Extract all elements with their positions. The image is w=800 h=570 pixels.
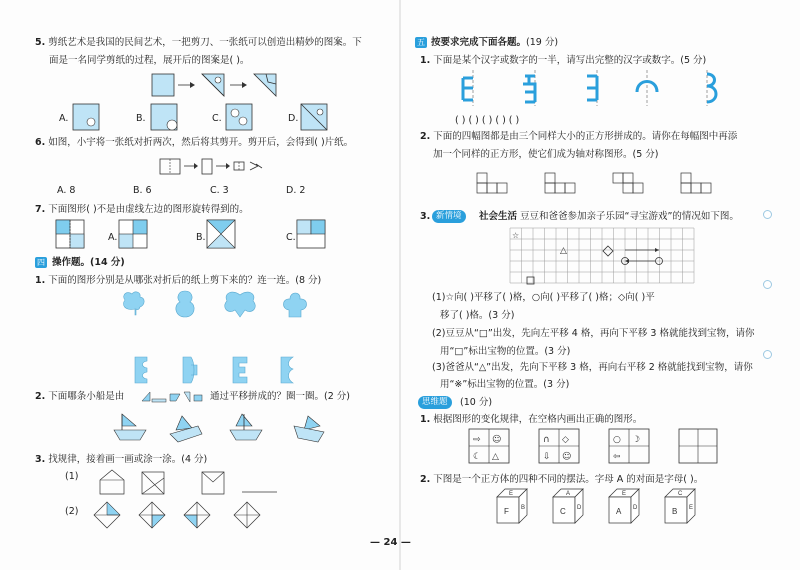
s4-q2-text-part1: 2. 下面哪条小船是由 bbox=[35, 391, 125, 402]
q6-option-c[interactable]: C. 3 bbox=[210, 185, 229, 196]
svg-text:○: ○ bbox=[613, 435, 621, 445]
section-5-title: 按要求完成下面各题。(19 分) bbox=[431, 37, 559, 48]
svg-text:△: △ bbox=[492, 452, 499, 462]
bonus-q1-text: 1. 根据图形的变化规律，在空格内画出正确的图形。 bbox=[420, 414, 643, 425]
page-gutter bbox=[399, 0, 401, 570]
q7-text: 7. 下面图形( )不是由虚线左边的图形旋转得到的。 bbox=[35, 204, 249, 215]
s4-q1-cut-shapes bbox=[115, 289, 345, 321]
q7-option-b-figure[interactable] bbox=[206, 219, 241, 249]
bonus-section-tag: 思维题 bbox=[418, 396, 452, 409]
boat-option-2 bbox=[170, 416, 202, 442]
q6-option-b[interactable]: B. 6 bbox=[133, 185, 152, 196]
q5-option-c-label[interactable]: C. bbox=[212, 113, 222, 124]
svg-text:E: E bbox=[689, 505, 694, 511]
svg-text:F: F bbox=[504, 507, 509, 516]
s4-q3-row1-label: (1) bbox=[65, 471, 79, 482]
bonus-q2-cubes[interactable] bbox=[495, 487, 710, 527]
s5-q3-num: 3. bbox=[420, 211, 431, 222]
s5-q3-text: 社会生活 豆豆和爸爸参加亲子乐园“寻宝游戏”的情况如下图。 bbox=[479, 211, 739, 222]
q6-option-d[interactable]: D. 2 bbox=[286, 185, 306, 196]
svg-text:E: E bbox=[622, 491, 627, 497]
s5-q1-answer-blanks[interactable]: ( ) ( ) ( ) ( ) ( ) bbox=[455, 115, 520, 126]
q7-option-b-label[interactable]: B. bbox=[196, 232, 206, 243]
q7-option-c-figure[interactable] bbox=[296, 219, 331, 249]
q6-paper-cutting-figure bbox=[158, 155, 273, 177]
q5-option-d-label[interactable]: D. bbox=[288, 113, 299, 124]
section-4-badge: 四 bbox=[37, 258, 45, 267]
section-5-badge: 五 bbox=[417, 38, 425, 47]
q5-folding-process-figure bbox=[150, 72, 300, 100]
boat-option-1 bbox=[114, 414, 146, 440]
s4-q3-row2-label: (2) bbox=[65, 506, 79, 517]
svg-text:D: D bbox=[577, 505, 582, 511]
q5-option-d-figure[interactable] bbox=[300, 103, 330, 131]
s5-q3-part1-line2: 移了( )格。(3 分) bbox=[440, 310, 515, 321]
q5-text-line2: 面是一名同学剪纸的过程，展开后的图案是( )。 bbox=[49, 55, 250, 66]
new-scenario-tag: 新情境 bbox=[432, 210, 466, 223]
bonus-q2-text: 2. 下图是一个正方体的四种不同的摆法。字母 A 的对面是字母( )。 bbox=[420, 474, 704, 485]
q5-text-line1: 5. 剪纸艺术是我国的民间艺术，一把剪刀、一张纸可以创造出精妙的图案。下 bbox=[35, 37, 362, 48]
s4-q2-boat-options[interactable] bbox=[112, 412, 342, 446]
s4-q3-row1-pattern bbox=[102, 468, 332, 496]
svg-text:B: B bbox=[521, 505, 526, 511]
q5-option-c-figure[interactable] bbox=[225, 103, 255, 131]
svg-text:⇦: ⇦ bbox=[613, 452, 621, 462]
s4-q3-text: 3. 找规律，接着画一画或涂一涂。(4 分) bbox=[35, 454, 208, 465]
margin-dot bbox=[763, 210, 772, 219]
s5-q1-text: 1. 下面是某个汉字或数字的一半，请写出完整的汉字或数字。(5 分) bbox=[420, 55, 707, 66]
svg-text:A: A bbox=[616, 507, 622, 516]
page-number: — 24 — bbox=[370, 537, 411, 548]
s5-q3-part1-line1: (1)☆向( )平移了( )格，○向( )平移了( )格；◇向( )平 bbox=[432, 292, 655, 303]
s4-q2-text-part2: 通过平移拼成的？圈一圈。(2 分) bbox=[210, 391, 350, 402]
s5-q2-text-line1: 2. 下面的四幅图都是由三个同样大小的正方形拼成的。请你在每幅图中再添 bbox=[420, 131, 738, 142]
svg-text:⇩: ⇩ bbox=[543, 452, 551, 462]
margin-dot bbox=[763, 280, 772, 289]
treasure-grid[interactable] bbox=[510, 228, 696, 286]
star-marker: ☆ bbox=[512, 231, 520, 240]
boat-option-4 bbox=[294, 416, 324, 442]
s4-q1-text: 1. 下面的图形分别是从哪张对折后的纸上剪下来的？连一连。(8 分) bbox=[35, 275, 322, 286]
margin-dot bbox=[763, 350, 772, 359]
q6-text: 6. 如图，小宇将一张纸对折两次，然后将其剪开。剪开后，会得到( )片纸。 bbox=[35, 137, 354, 148]
s5-q2-text-line2: 加一个同样的正方形，使它们成为轴对称图形。(5 分) bbox=[433, 149, 659, 160]
svg-text:⇨: ⇨ bbox=[473, 435, 481, 445]
s5-q3-part2-line1: (2)豆豆从“□”出发，先向左平移 4 格，再向下平移 3 格就能找到宝物，请你 bbox=[432, 328, 755, 339]
s5-q1-half-characters bbox=[455, 68, 725, 108]
s5-q2-square-shapes[interactable] bbox=[475, 171, 720, 197]
q6-option-a[interactable]: A. 8 bbox=[57, 185, 76, 196]
svg-text:E: E bbox=[509, 491, 514, 497]
svg-text:C: C bbox=[560, 507, 566, 516]
s4-q3-row2-pattern bbox=[92, 500, 332, 530]
boat-option-3 bbox=[230, 414, 262, 440]
q5-option-a-figure[interactable] bbox=[72, 103, 102, 131]
s5-q3-part3-line1: (3)爸爸从“△”出发，先向下平移 3 格，再向右平移 2 格就能找到宝物，请你 bbox=[432, 362, 753, 373]
q7-option-a-label[interactable]: A. bbox=[108, 232, 118, 243]
diamond-marker bbox=[603, 246, 613, 256]
triangle-marker: △ bbox=[560, 246, 567, 256]
q7-reference-figure bbox=[55, 219, 90, 249]
svg-text:☾: ☾ bbox=[473, 452, 482, 462]
q7-option-a-figure[interactable] bbox=[118, 219, 153, 249]
svg-text:D: D bbox=[633, 505, 638, 511]
q5-option-a-label[interactable]: A. bbox=[59, 113, 69, 124]
section-4-title: 操作题。(14 分) bbox=[52, 257, 125, 268]
svg-text:◇: ◇ bbox=[562, 435, 569, 445]
svg-text:A: A bbox=[566, 491, 571, 497]
s4-q2-boat-pieces-inline bbox=[140, 390, 210, 404]
svg-text:☺: ☺ bbox=[562, 452, 572, 462]
bonus-points: (10 分) bbox=[460, 397, 493, 408]
s5-q3-part3-line2: 用“※”标出宝物的位置。(3 分) bbox=[440, 379, 570, 390]
svg-text:∩: ∩ bbox=[543, 435, 550, 445]
bonus-q1-pattern-grids[interactable] bbox=[468, 428, 718, 466]
q7-option-c-label[interactable]: C. bbox=[286, 232, 296, 243]
svg-text:☺: ☺ bbox=[492, 435, 502, 445]
svg-text:☽: ☽ bbox=[632, 435, 641, 445]
q5-option-b-label[interactable]: B. bbox=[136, 113, 146, 124]
svg-text:B: B bbox=[672, 507, 678, 516]
s4-q1-half-shapes bbox=[133, 355, 308, 385]
svg-text:C: C bbox=[678, 491, 683, 497]
s5-q3-part2-line2: 用“□”标出宝物的位置。(3 分) bbox=[440, 346, 571, 357]
q5-option-b-figure[interactable] bbox=[150, 103, 180, 131]
